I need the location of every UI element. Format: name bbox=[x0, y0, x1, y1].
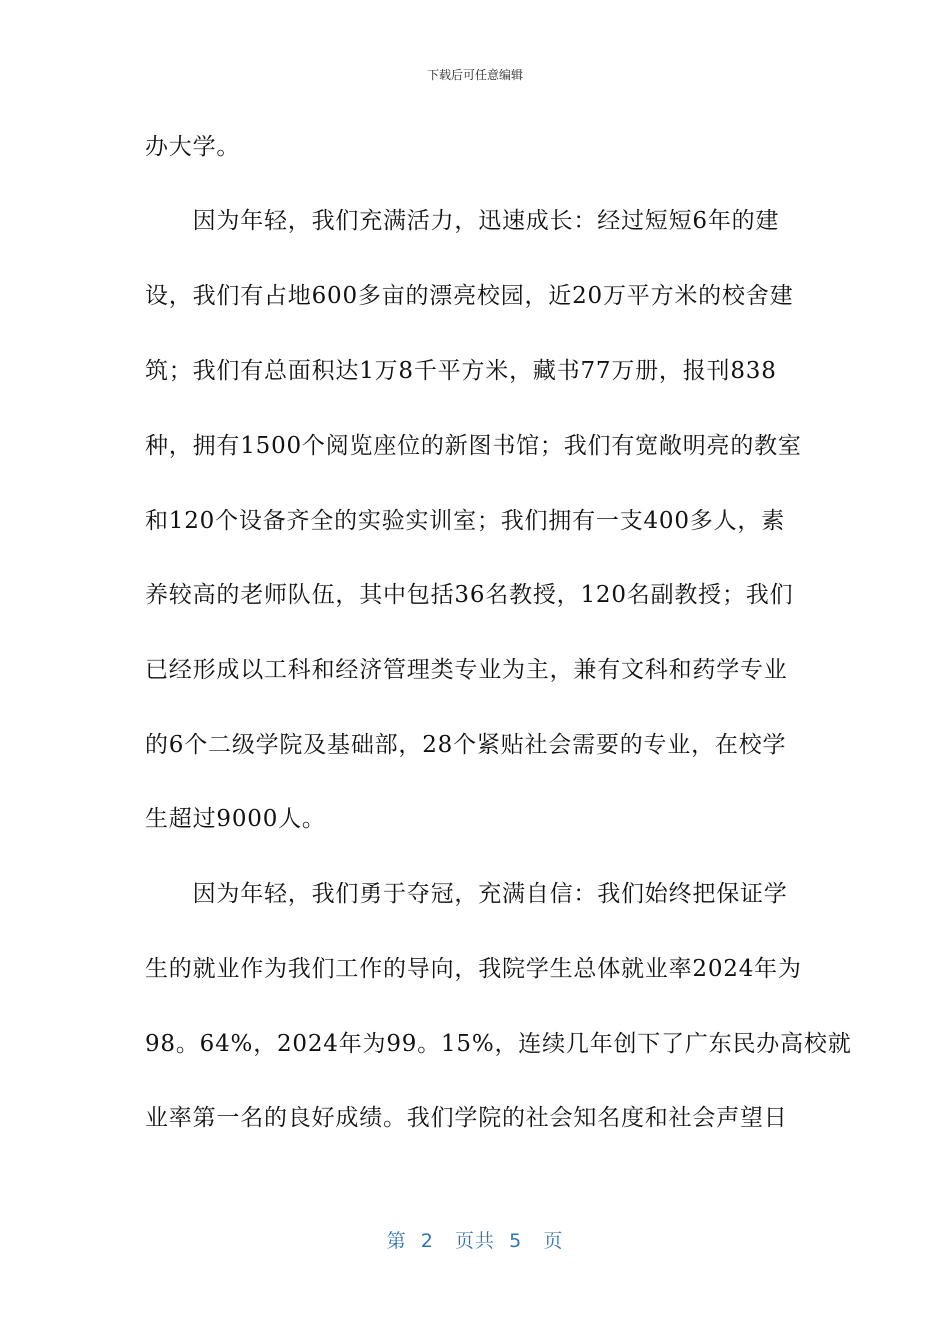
footer-label-suffix: 页 bbox=[543, 1230, 564, 1252]
text-line: 因为年轻，我们充满活力，迅速成长：经过短短6年的建 bbox=[145, 208, 780, 234]
footer-label-middle: 页共 bbox=[454, 1230, 495, 1252]
text-line: 生超过9000人。 bbox=[145, 806, 326, 832]
page-footer bbox=[0, 1226, 950, 1253]
text-line: 办大学。 bbox=[145, 134, 241, 160]
text-line: 和120个设备齐全的实验实训室；我们拥有一支400多人，素 bbox=[145, 508, 785, 534]
text-line: 已经形成以工科和经济管理类专业为主，兼有文科和药学专业 bbox=[145, 657, 788, 683]
text-line: 98。64%，2024年为99。15%，连续几年创下了广东民办高校就 bbox=[145, 1031, 852, 1057]
total-pages-number: 5 bbox=[509, 1230, 523, 1252]
text-line: 养较高的老师队伍，其中包括36名教授，120名副教授；我们 bbox=[145, 582, 794, 608]
current-page-number: 2 bbox=[420, 1230, 434, 1252]
text-line: 设，我们有占地600多亩的漂亮校园，近20万平方米的校舍建 bbox=[145, 283, 794, 309]
text-line: 筑；我们有总面积达1万8千平方米，藏书77万册，报刊838 bbox=[145, 358, 777, 384]
text-line: 业率第一名的良好成绩。我们学院的社会知名度和社会声望日 bbox=[145, 1105, 788, 1131]
text-line: 因为年轻，我们勇于夺冠，充满自信：我们始终把保证学 bbox=[145, 881, 788, 907]
text-line: 的6个二级学院及基础部，28个紧贴社会需要的专业，在校学 bbox=[145, 732, 787, 758]
text-line: 生的就业作为我们工作的导向，我院学生总体就业率2024年为 bbox=[145, 956, 802, 982]
footer-label-prefix: 第 bbox=[386, 1230, 407, 1252]
page-header: 下载后可任意编辑 bbox=[426, 68, 523, 82]
text-line: 种，拥有1500个阅览座位的新图书馆；我们有宽敞明亮的教室 bbox=[145, 433, 802, 459]
